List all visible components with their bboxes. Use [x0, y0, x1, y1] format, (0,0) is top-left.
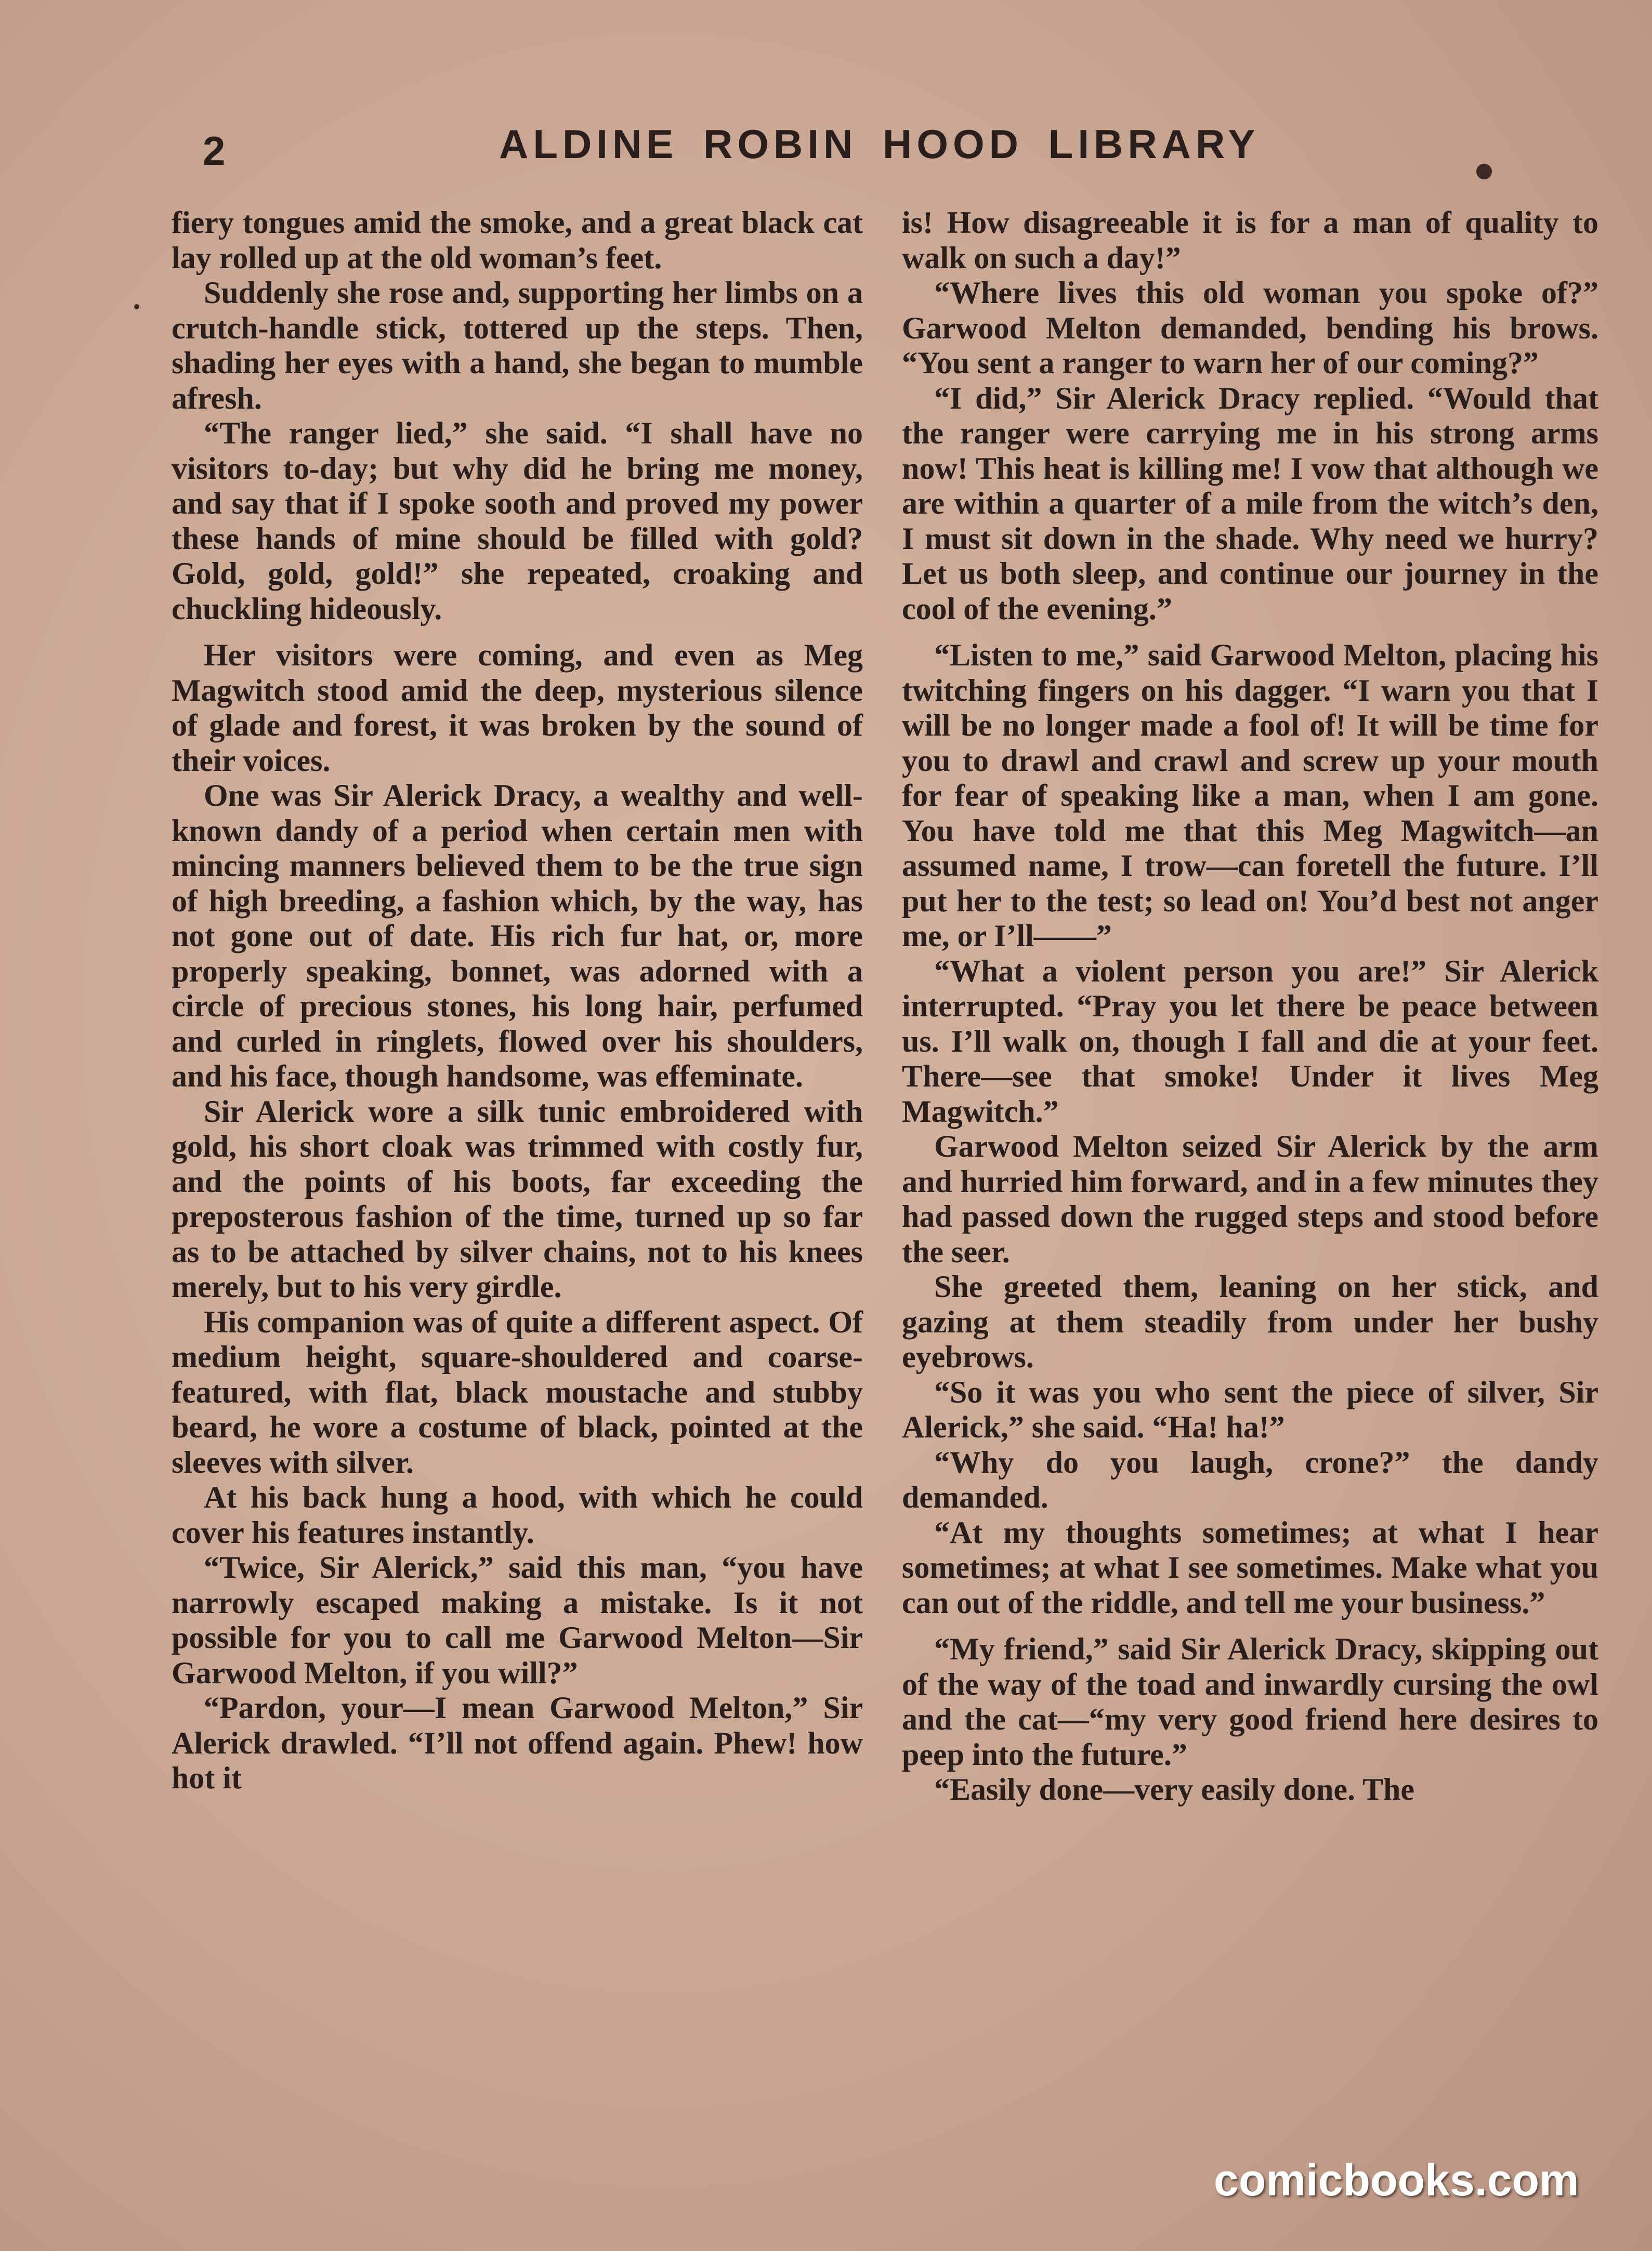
- paragraph: “Pardon, your—I mean Garwood Melton,” Sir Alerick drawled. “I’ll not offend again. Phew! how hot it: [172, 1691, 863, 1795]
- source-watermark: comicbooks.com: [1214, 2155, 1579, 2205]
- paragraph: Her visitors were coming, and even as Meg Magwitch stood amid the deep, mysterious silence of glade and forest, it was broken by the sound of their voices.: [172, 638, 863, 778]
- paragraph: His companion was of quite a different aspect. Of medium height, square-shouldered and coarse-featured, with flat, black moustache and stubby beard, he wore a costume of black, pointed at the sleeves with silver.: [172, 1304, 863, 1480]
- paragraph: Sir Alerick wore a silk tunic embroidered with gold, his short cloak was trimmed with costly fur, and the points of his boots, far exceeding the preposterous fashion of the time, turned up so far as to be attached by silver chains, not to his knees merely, but to his very girdle.: [172, 1094, 863, 1304]
- paragraph: At his back hung a hood, with which he could cover his features instantly.: [172, 1480, 863, 1550]
- ink-dot: [134, 304, 139, 309]
- paragraph: “Twice, Sir Alerick,” said this man, “you have narrowly escaped making a mistake. Is it not possible for you to call me Garwood Melton—Sir Garwood Melton, if you will?”: [172, 1550, 863, 1690]
- paragraph: “So it was you who sent the piece of silver, Sir Alerick,” she said. “Ha! ha!”: [902, 1375, 1598, 1444]
- paragraph: “Easily done—very easily done. The: [934, 1772, 1414, 1807]
- ink-smudge: [1476, 164, 1492, 179]
- paragraph: “Why do you laugh, crone?” the dandy demanded.: [902, 1445, 1598, 1514]
- paragraph: One was Sir Alerick Dracy, a wealthy and well-known dandy of a period when certain men with mincing manners believed them to be the true sign of high breeding, a fashion which, by the way, has not gone out of date. His rich fur hat, or, more properly speaking, bonnet, was adorned with a circle of precious stones, his long hair, perfumed and curled in ringlets, flowed over his shoulders, and his face, though handsome, was effeminate.: [172, 778, 863, 1093]
- paragraph: is! How disagreeable it is for a man of quality to walk on such a day!”: [902, 205, 1598, 275]
- paragraph: “Listen to me,” said Garwood Melton, placing his twitching fingers on his dagger. “I warn you that I will be no longer made a fool of! It will be time for you to drawl and crawl and screw up your mouth for fear of speaking like a man, when I am gone. You have told me that this Meg Magwitch—an assumed name, I trow—can foretell the future. I’ll put her to the test; so lead on! You’d best not anger me, or I’ll——”: [902, 638, 1598, 953]
- paragraph: “What a violent person you are!” Sir Alerick interrupted. “Pray you let there be peace between us. I’ll walk on, though I fall and die at your feet. There—see that smoke! Under it lives Meg Magwitch.”: [902, 953, 1598, 1129]
- paragraph: She greeted them, leaning on her stick, and gazing at them steadily from under her bushy eyebrows.: [902, 1270, 1598, 1374]
- paragraph: “My friend,” said Sir Alerick Dracy, skipping out of the way of the toad and inwardly cursing the owl and the cat—“my very good friend here desires to peep into the future.”: [902, 1632, 1598, 1772]
- page-number: 2: [203, 128, 226, 174]
- left-text-column: [172, 205, 863, 1796]
- paragraph: “The ranger lied,” she said. “I shall have no visitors to-day; but why did he bring me money, and say that if I spoke sooth and proved my power these hands of mine should be filled with gold? Gold, gold, gold!” she repeated, croaking and chuckling hideously.: [172, 416, 863, 626]
- right-text-column: [902, 205, 1598, 1808]
- paragraph: “Where lives this old woman you spoke of?” Garwood Melton demanded, bending his brows. “You sent a ranger to warn her of our coming?”: [902, 276, 1598, 380]
- paragraph: “I did,” Sir Alerick Dracy replied. “Would that the ranger were carrying me in his strong arms now! This heat is killing me! I vow that although we are within a quarter of a mile from the witch’s den, I must sit down in the shade. Why need we hurry? Let us both sleep, and continue our journey in the cool of the evening.”: [902, 381, 1598, 626]
- paragraph: Suddenly she rose and, supporting her limbs on a crutch-handle stick, tottered up the steps. Then, shading her eyes with a hand, she began to mumble afresh.: [172, 276, 863, 415]
- paragraph: “At my thoughts sometimes; at what I hear sometimes; at what I see sometimes. Make what you can out of the riddle, and tell me your business.”: [902, 1515, 1598, 1620]
- running-head-title: ALDINE ROBIN HOOD LIBRARY: [499, 121, 1260, 167]
- paragraph: fiery tongues amid the smoke, and a great black cat lay rolled up at the old woman’s feet.: [172, 205, 863, 275]
- paragraph: Garwood Melton seized Sir Alerick by the arm and hurried him forward, and in a few minutes they had passed down the rugged steps and stood before the seer.: [902, 1129, 1598, 1269]
